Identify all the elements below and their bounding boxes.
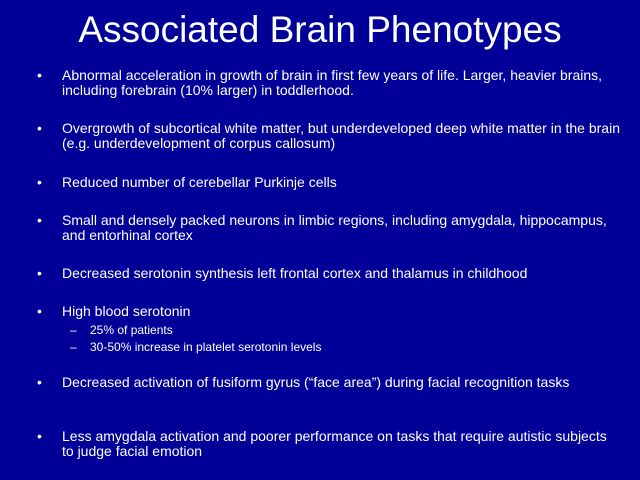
bullet-text: Less amygdala activation and poorer performance on tasks that require autistic subjects to judge facial emotion: [62, 428, 607, 459]
bullet-text: High blood serotonin: [62, 303, 191, 319]
bullet-marker: •: [37, 212, 42, 228]
bullet-marker: •: [37, 174, 42, 190]
bullet-text: Abnormal acceleration in growth of brain in first few years of life. Larger, heavier brains, including forebrain (10% larger) in toddlerhood.: [62, 67, 603, 98]
bullet-marker: •: [37, 67, 42, 83]
bullet-text: Small and densely packed neurons in limbic regions, including amygdala, hippocampus, and entorhinal cortex: [62, 212, 607, 243]
bullet-text: Decreased serotonin synthesis left frontal cortex and thalamus in childhood: [62, 265, 528, 281]
sub-bullet-text: 25% of patients: [90, 323, 173, 337]
bullet-marker: •: [37, 120, 42, 136]
slide-title: Associated Brain Phenotypes: [78, 9, 562, 50]
sub-bullet-text: 30-50% increase in platelet serotonin levels: [90, 340, 322, 354]
sub-bullet-marker: –: [70, 323, 77, 337]
bullet-marker: •: [37, 428, 42, 444]
bullet-marker: •: [37, 303, 42, 319]
bullet-marker: •: [37, 374, 42, 390]
bullet-text: Reduced number of cerebellar Purkinje cells: [62, 174, 337, 190]
bullet-text: Overgrowth of subcortical white matter, but underdeveloped deep white matter in the brain (e.g. underdevelopment of corpus callosum): [62, 120, 620, 151]
sub-bullet-marker: –: [70, 340, 77, 354]
bullet-marker: •: [37, 265, 42, 281]
bullet-text: Decreased activation of fusiform gyrus (“face area”) during facial recognition tasks: [62, 374, 570, 390]
